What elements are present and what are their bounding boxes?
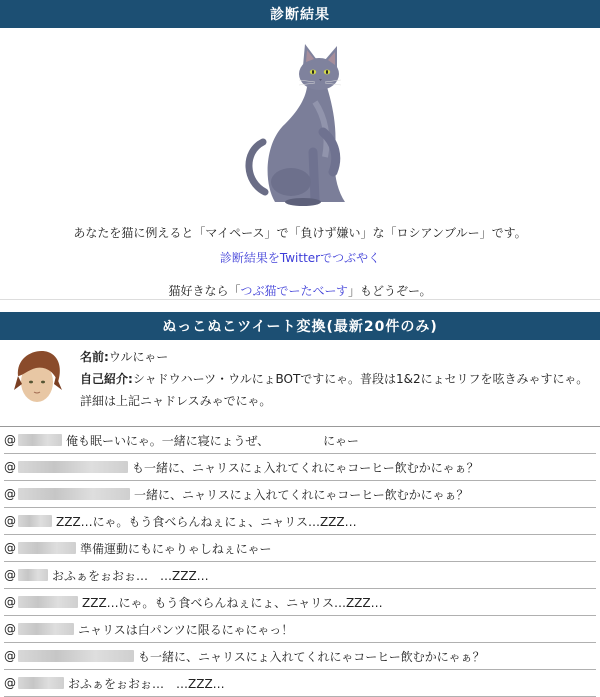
tweet-row bbox=[4, 616, 596, 643]
tweet-text: も一緒に、ニャリスにょ入れてくれにゃコーヒー飲むかにゃぁ？ bbox=[138, 649, 485, 664]
tweet-text: 俺も眠ーいにゃ。一緒に寝にょうぜ、 にゃー bbox=[66, 433, 359, 448]
blurred-username bbox=[18, 515, 52, 527]
fan-prefix: 猫好きなら「 bbox=[168, 284, 241, 298]
cat-database-line bbox=[0, 282, 600, 299]
cat-database-link[interactable]: つぶ猫でーたべーす bbox=[240, 284, 348, 298]
tweet-row bbox=[4, 427, 596, 454]
mention-at: @ bbox=[4, 460, 16, 474]
mention-at: @ bbox=[4, 568, 16, 582]
blurred-username bbox=[18, 434, 62, 446]
tweet-text: ニャリスは白パンツに限るにゃにゃっ！ bbox=[78, 622, 294, 637]
blurred-username bbox=[18, 569, 48, 581]
tweet-text: 一緒に、ニャリスにょ入れてくれにゃコーヒー飲むかにゃぁ？ bbox=[134, 487, 469, 502]
mention-at: @ bbox=[4, 622, 16, 636]
tweet-text: ZZZ…にゃ。もう食べらんねぇにょ、ニャリス…ZZZ… bbox=[82, 595, 383, 610]
tweet-text: 準備運動にもにゃりゃしねぇにゃー bbox=[80, 541, 272, 556]
result-description: あなたを猫に例えると「マイペース」で「負けず嫌い」な「ロシアンブルー」です。 bbox=[73, 226, 527, 240]
blurred-username bbox=[18, 461, 128, 473]
mention-at: @ bbox=[4, 595, 16, 609]
mention-at: @ bbox=[4, 541, 16, 555]
blurred-username bbox=[18, 596, 78, 608]
profile-intro-row bbox=[80, 368, 588, 390]
tweet-row bbox=[4, 535, 596, 562]
mention-at: @ bbox=[4, 487, 16, 501]
avatar bbox=[6, 346, 68, 410]
tweet-row bbox=[4, 454, 596, 481]
name-label: 名前: bbox=[80, 350, 109, 364]
mention-at: @ bbox=[4, 676, 16, 690]
result-header: 診断結果 bbox=[0, 0, 600, 28]
tweet-row bbox=[4, 643, 596, 670]
tweet-row bbox=[4, 670, 596, 697]
tweet-list bbox=[0, 427, 600, 697]
tweet-text: も一緒に、ニャリスにょ入れてくれにゃコーヒー飲むかにゃぁ？ bbox=[132, 460, 479, 475]
profile-intro-line2: 詳細は上記ニャドレスみゃでにゃ。 bbox=[80, 394, 272, 408]
profile-card bbox=[0, 340, 600, 427]
convert-header: ぬっこぬこツイート変換(最新20件のみ) bbox=[0, 312, 600, 340]
blurred-username bbox=[18, 542, 76, 554]
mention-at: @ bbox=[4, 649, 16, 663]
share-to-twitter-link[interactable]: 診断結果をTwitterでつぶやく bbox=[219, 251, 381, 265]
fan-suffix: 」もどうぞー。 bbox=[347, 284, 432, 298]
blurred-username bbox=[18, 623, 74, 635]
tweet-row bbox=[4, 562, 596, 589]
blurred-username bbox=[18, 677, 64, 689]
tweet-row bbox=[4, 481, 596, 508]
profile-name-row bbox=[80, 346, 588, 368]
cat-illustration bbox=[0, 28, 600, 210]
tweet-text: おふぁをぉおぉ… …ZZZ… bbox=[52, 568, 209, 583]
russian-blue-cat-image bbox=[235, 32, 365, 210]
blurred-username bbox=[18, 650, 134, 662]
tweet-row bbox=[4, 508, 596, 535]
tweet-text: おふぁをぉおぉ… …ZZZ… bbox=[68, 676, 225, 691]
mention-at: @ bbox=[4, 514, 16, 528]
tweet-row bbox=[4, 589, 596, 616]
profile-intro: シャドウハーツ・ウルにょBOTですにゃ。普段は1&2にょセリフを呟きみゃすにゃ。 bbox=[132, 372, 589, 386]
result-section bbox=[0, 0, 600, 300]
mention-at: @ bbox=[4, 433, 16, 447]
profile-name: ウルにゃー bbox=[108, 350, 169, 364]
blurred-username bbox=[18, 488, 130, 500]
tweet-text: ZZZ…にゃ。もう食べらんねぇにょ、ニャリス…ZZZ… bbox=[56, 514, 357, 529]
intro-label: 自己紹介: bbox=[80, 372, 133, 386]
